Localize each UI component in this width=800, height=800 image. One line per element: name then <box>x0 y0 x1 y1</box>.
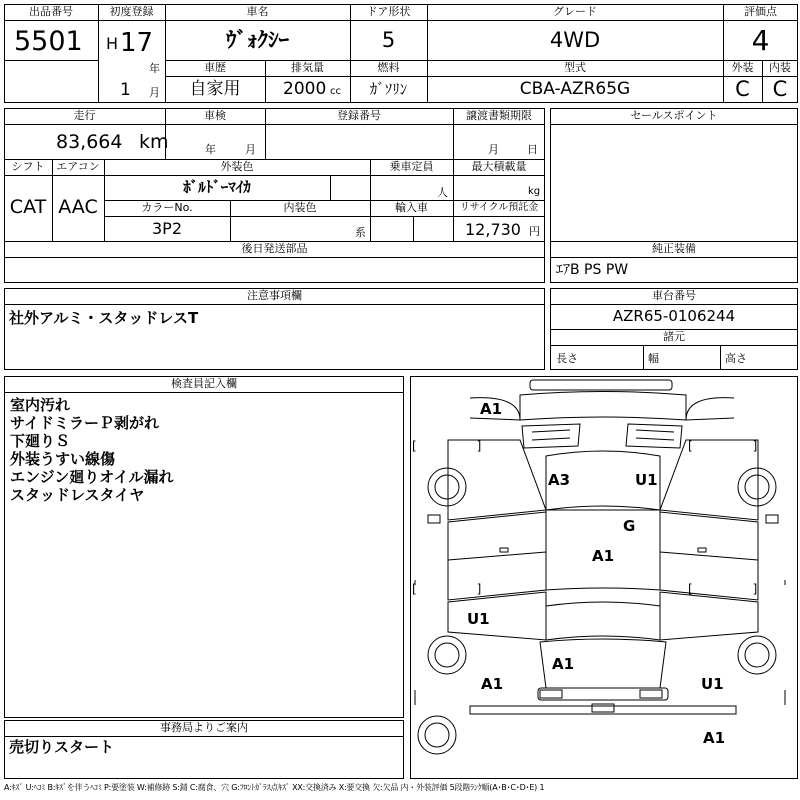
inspector-line: 下廻りＳ <box>10 432 71 450</box>
first-reg-month: 1 <box>120 80 131 100</box>
inspection-year-unit: 年 <box>205 143 216 156</box>
transfer-day-unit: 日 <box>527 143 538 156</box>
transfer-month-unit: 月 <box>488 143 499 156</box>
car-name-label: 車名 <box>246 5 269 18</box>
first-reg-label: 初度登録 <box>109 5 154 18</box>
inspector-line: 室内汚れ <box>10 396 71 414</box>
spec-label: 諸元 <box>663 330 685 343</box>
aircon-label: エアコン <box>56 160 100 173</box>
int-color-unit: 系 <box>355 226 366 239</box>
doors-value: 5 <box>381 28 396 52</box>
recycle-value: 12,730 <box>465 220 521 239</box>
inspection-month-unit: 月 <box>245 143 256 156</box>
grade-value: 4WD <box>549 28 601 52</box>
displacement-unit: cc <box>330 86 341 97</box>
score-label: 評価点 <box>744 5 777 18</box>
damage-mark: A3 <box>548 471 571 489</box>
import-label: 輸入車 <box>395 201 428 214</box>
lot-no-value: 5501 <box>14 26 83 57</box>
int-color-label: 内装色 <box>283 201 317 214</box>
ext-color-value: ﾎﾞﾙﾄﾞｰﾏｲｶ <box>183 178 251 196</box>
mileage-label: 走行 <box>73 109 96 122</box>
fuel-label: 燃料 <box>377 61 400 74</box>
damage-mark: A1 <box>481 675 504 693</box>
plate-label: 登録番号 <box>337 109 381 122</box>
mileage-value: 83,664 <box>56 131 123 153</box>
ext-color-label: 外装色 <box>220 160 254 173</box>
damage-mark: A1 <box>592 547 615 565</box>
inspector-line: 外装うすい線傷 <box>10 450 116 468</box>
damage-mark: U1 <box>701 675 724 693</box>
notes-label: 注意事項欄 <box>247 289 302 302</box>
sales-point-label: セールスポイント <box>630 109 718 122</box>
grade-label: グレード <box>553 5 597 18</box>
mileage-unit: km <box>139 131 169 153</box>
chassis-label: 車台番号 <box>652 289 696 302</box>
aircon-value: AAC <box>58 196 98 218</box>
office-label: 事務局よりご案内 <box>160 721 248 734</box>
legend: A:ｷｽﾞ U:ﾍｺﾐ B:ｷｽﾞを伴うﾍｺﾐ P:要塗装 W:補修跡 S:錆 C:腐食、穴 G:ﾌﾛﾝﾄｶﾞﾗｽ点ｷｽﾞ XX:交換済み X:要交換 欠:欠品 内・外装評価 5段階ﾗﾝｸ順(A･B･C･D･E) 1 <box>4 783 545 792</box>
capacity-label: 乗車定員 <box>389 160 434 173</box>
rear-brackets-right: [ ] <box>688 582 758 596</box>
color-no-value: 3P2 <box>151 219 182 238</box>
inspection-label: 車検 <box>204 109 226 122</box>
chassis-value: AZR65-0106244 <box>612 307 736 325</box>
damage-mark: U1 <box>467 610 490 628</box>
later-parts-label: 後日発送部品 <box>241 242 308 255</box>
interior-grade-value: C <box>772 77 788 101</box>
damage-mark: A1 <box>703 729 726 747</box>
model-code-value: CBA-AZR65G <box>519 79 631 99</box>
damage-mark: U1 <box>635 471 658 489</box>
first-reg-year-unit: 年 <box>149 62 160 75</box>
notes-value: 社外アルミ・スタッドレスT <box>9 309 199 327</box>
damage-mark: G <box>623 517 636 535</box>
inspector-line: スタッドレスタイヤ <box>10 486 145 504</box>
inspector-label: 検査員記入欄 <box>171 377 237 390</box>
equipment-label: 純正装備 <box>652 242 696 255</box>
front-brackets: [ ] <box>412 439 482 453</box>
first-reg-month-unit: 月 <box>149 86 160 99</box>
inspector-line: エンジン廻りオイル漏れ <box>10 468 174 486</box>
height-label: 高さ <box>725 352 747 365</box>
displacement-value: 2000 <box>283 79 327 99</box>
office-value: 売切りスタート <box>9 738 115 756</box>
rear-brackets: [ ] <box>412 582 482 596</box>
doors-label: ドア形状 <box>366 5 411 18</box>
exterior-grade-label: 外装 <box>731 61 754 74</box>
history-value: 自家用 <box>189 79 241 99</box>
max-load-unit: kg <box>528 186 541 197</box>
interior-grade-label: 内装 <box>769 61 791 74</box>
history-label: 車歴 <box>204 61 226 74</box>
lot-no-label: 出品番号 <box>29 5 73 18</box>
car-name-value: ｳﾞｫｸｼｰ <box>226 28 289 52</box>
width-label: 幅 <box>648 352 659 365</box>
displacement-label: 排気量 <box>291 61 324 74</box>
capacity-unit: 人 <box>437 186 448 199</box>
first-reg-year: 17 <box>120 28 154 58</box>
damage-mark: A1 <box>480 400 503 418</box>
front-brackets-right: [ ] <box>688 439 758 453</box>
max-load-label: 最大積載量 <box>471 160 527 173</box>
color-no-label: カラーNo. <box>141 201 193 214</box>
score-value: 4 <box>751 24 770 57</box>
equipment-value: ｴｱB PS PW <box>556 262 629 278</box>
recycle-label: リサイクル預託金 <box>459 202 539 213</box>
recycle-unit: 円 <box>529 225 540 238</box>
model-code-label: 型式 <box>564 61 586 74</box>
exterior-grade-value: C <box>735 77 750 101</box>
fuel-value: ｶﾞｿﾘﾝ <box>369 80 408 98</box>
first-reg-era: H <box>106 34 119 53</box>
length-label: 長さ <box>556 352 578 365</box>
shift-value: CAT <box>9 196 47 218</box>
transfer-deadline-label: 譲渡書類期限 <box>466 109 532 122</box>
shift-label: シフト <box>11 160 45 173</box>
damage-mark: A1 <box>552 655 575 673</box>
inspector-line: サイドミラーＰ剥がれ <box>10 414 159 432</box>
